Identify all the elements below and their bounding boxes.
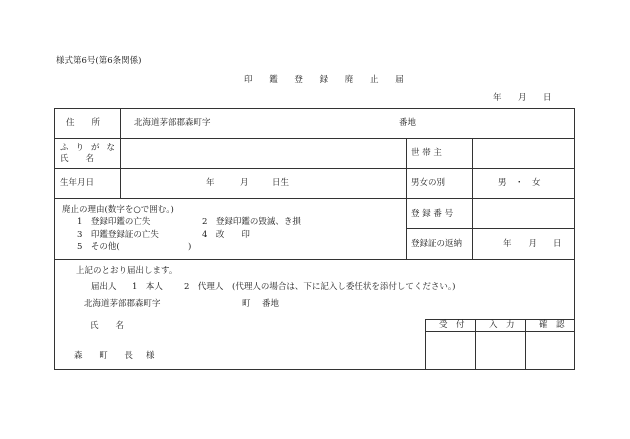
applicant-option-proxy: 2 代理人: [184, 282, 224, 292]
reason-item: 4 改 印: [202, 230, 250, 240]
row-divider: [54, 259, 575, 260]
notice-address-prefix: 北海道茅部郡森町字: [84, 299, 161, 309]
birth-month: 月: [240, 178, 249, 188]
office-header-input: 入 力: [489, 320, 515, 330]
column-divider: [120, 108, 121, 198]
reason-item: 2 登録印鑑の毀滅、き損: [202, 217, 301, 227]
gender-value: 男 ・ 女: [498, 178, 541, 188]
reason-item: 1 登録印鑑の亡失: [77, 217, 151, 227]
reason-item-close: ): [188, 242, 192, 252]
office-header-reception: 受 付: [439, 320, 465, 330]
date-year: 年: [493, 93, 502, 103]
honorific: 様: [146, 351, 155, 361]
birthdate-label: 生年月日: [60, 178, 95, 188]
applicant-option-self: 1 本人: [132, 282, 163, 292]
registration-number-label: 登 録 番 号: [411, 209, 454, 219]
return-year-month: 年 月: [503, 239, 538, 249]
reason-title: 廃止の理由(数字を○で囲む。): [62, 205, 174, 215]
column-divider: [406, 138, 407, 259]
proxy-note: (代理人の場合は、下に記入し委任状を添付してください。): [232, 282, 456, 292]
row-divider: [54, 168, 575, 169]
notice-town: 町: [242, 299, 251, 309]
return-day: 日: [553, 239, 562, 249]
office-header-confirm: 確 認: [539, 320, 565, 330]
address-banchi: 番地: [399, 118, 417, 128]
addressee: 森 町 長: [74, 351, 140, 361]
gender-label: 男女の別: [411, 178, 446, 188]
date-month: 月: [518, 93, 527, 103]
address-label: 住 所: [66, 118, 101, 128]
form-title: 印 鑑 登 録 廃 止 届: [244, 75, 411, 85]
row-divider: [54, 138, 575, 139]
household-head-label: 世 帯 主: [411, 148, 442, 158]
reason-item: 5 その他(: [77, 242, 120, 252]
birth-year: 年: [206, 178, 215, 188]
office-header-divider: [425, 331, 575, 332]
birth-day: 日生: [272, 178, 290, 188]
row-divider: [54, 198, 575, 199]
address-prefix: 北海道茅部郡森町字: [134, 118, 211, 128]
row-divider: [406, 228, 575, 229]
name-label: 氏 名: [60, 154, 95, 164]
office-column-divider: [475, 319, 476, 370]
notice-name-label: 氏 名: [90, 321, 125, 331]
reason-item: 3 印鑑登録証の亡失: [77, 230, 159, 240]
certificate-return-label: 登録証の返納: [411, 239, 463, 249]
notice-banchi: 番地: [262, 299, 280, 309]
form-code: 様式第6号(第6条関係): [56, 56, 142, 66]
office-column-divider: [525, 319, 526, 370]
column-divider: [472, 138, 473, 259]
notice-statement: 上記のとおり届出します。: [76, 266, 178, 276]
furigana-label: ふりがな: [60, 143, 123, 153]
date-day: 日: [543, 93, 552, 103]
applicant-label: 届出人: [91, 282, 117, 292]
